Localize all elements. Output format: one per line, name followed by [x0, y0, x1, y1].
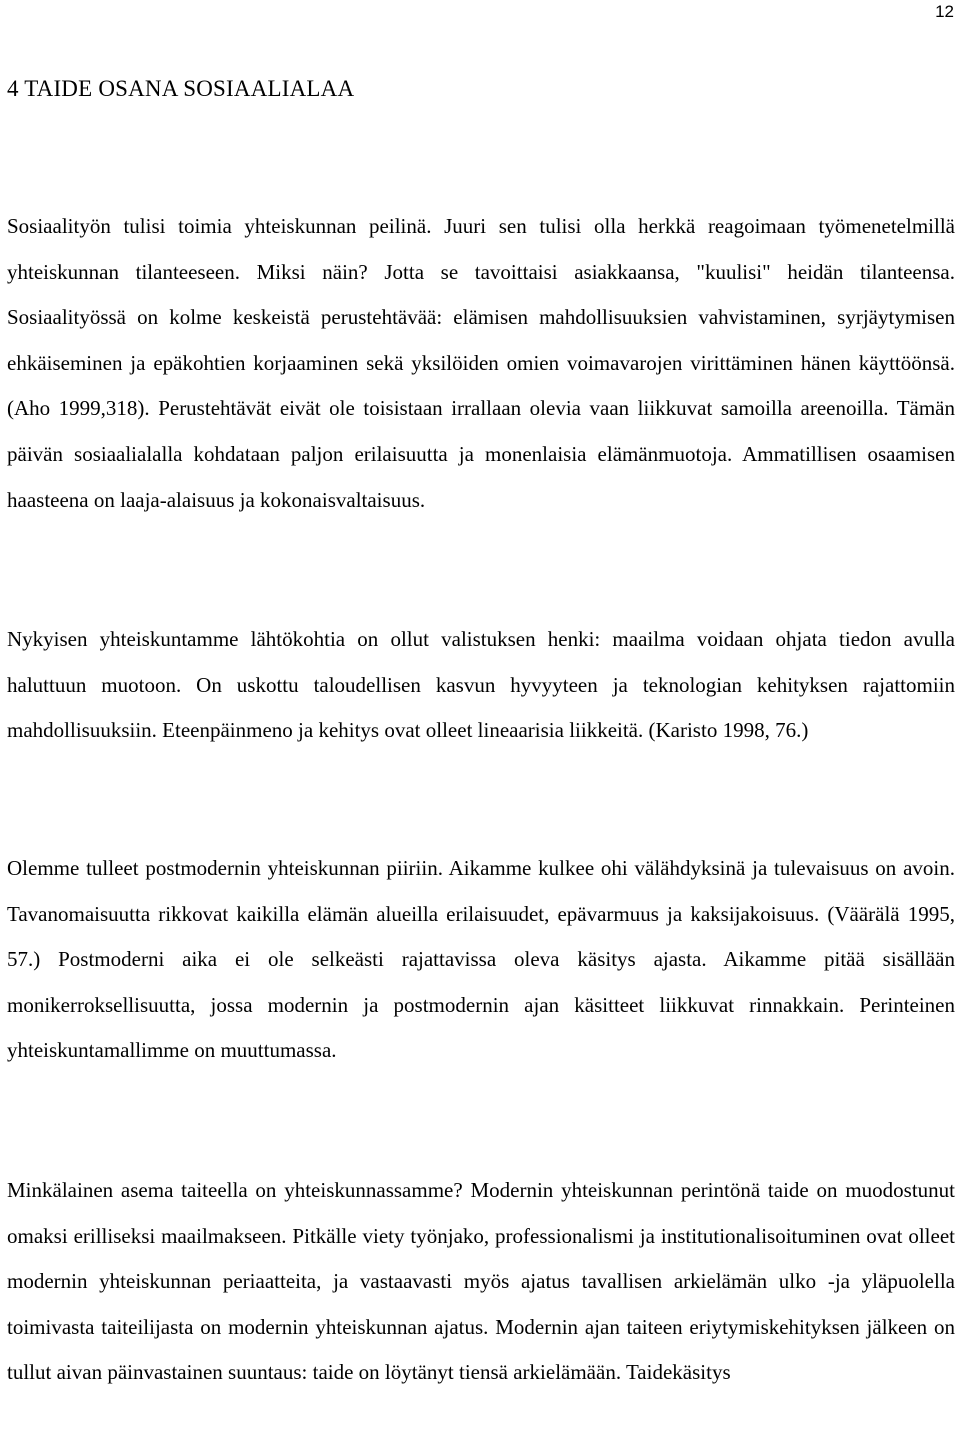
paragraph-art-position: Minkälainen asema taiteella on yhteiskunnassamme? Modernin yhteiskunnan perintönä taide on muodostunut omaksi erilliseksi maailmakseen. Pitkälle viety työnjako, professionalismi ja institutionalisoituminen ovat olleet modernin yhteiskunnan periaatteita, ja vastaavasti myös ajatus tavallisen arkielämän ulko -ja yläpuolella toimivasta taiteilijasta on modernin yhteiskunnan ajatus. Modernin ajan taiteen eriytymiskehityksen jälkeen on tullut aivan päinvastainen suuntaus: taide on löytänyt tiensä arkielämään. Taidekäsitys: [7, 1178, 955, 1385]
chapter-heading: 4 TAIDE OSANA SOSIAALIALAA: [7, 76, 355, 101]
paragraph-enlightenment: Nykyisen yhteiskuntamme lähtökohtia on ollut valistuksen henki: maailma voidaan ohjata tiedon avulla haluttuun muotoon. On uskottu taloudellisen kasvun hyvyyteen ja teknologian kehityksen rajattomiin mahdollisuuksiin. Eteenpäinmeno ja kehitys ovat olleet lineaarisia liikkeitä. (Karisto 1998, 76.): [7, 627, 955, 743]
paragraph-social-work: Sosiaalityön tulisi toimia yhteiskunnan peilinä. Juuri sen tulisi olla herkkä reagoimaan työmenetelmillä yhteiskunnan tilanteeseen. Miksi näin? Jotta se tavoittaisi asiakkaansa, "kuulisi" heidän tilanteensa. Sosiaalityössä on kolme keskeistä perustehtävää: elämisen mahdollisuuksien vahvistaminen, syrjäytymisen ehkäiseminen ja epäkohtien korjaaminen sekä yksilöiden omien voimavarojen virittäminen hänen käyttöönsä. (Aho 1999,318). Perustehtävät eivät ole toisistaan irrallaan olevia vaan liikkuvat samoilla areenoilla. Tämän päivän sosiaalialalla kohdataan paljon erilaisuutta ja monenlaisia elämänmuotoja. Ammatillisen osaamisen haasteena on laaja-alaisuus ja kokonaisvaltaisuus.: [7, 214, 955, 512]
paragraph-postmodern: Olemme tulleet postmodernin yhteiskunnan piiriin. Aikamme kulkee ohi välähdyksinä ja tulevaisuus on avoin. Tavanomaisuutta rikkovat kaikilla elämän alueilla erilaisuudet, epävarmuus ja kaksijakoisuus. (Väärälä 1995, 57.) Postmoderni aika ei ole selkeästi rajattavissa oleva käsitys ajasta. Aikamme pitää sisällään monikerroksellisuutta, jossa modernin ja postmodernin ajan käsitteet liikkuvat rinnakkain. Perinteinen yhteiskuntamallimme on muuttumassa.: [7, 856, 955, 1063]
page-number: 12: [935, 2, 954, 21]
